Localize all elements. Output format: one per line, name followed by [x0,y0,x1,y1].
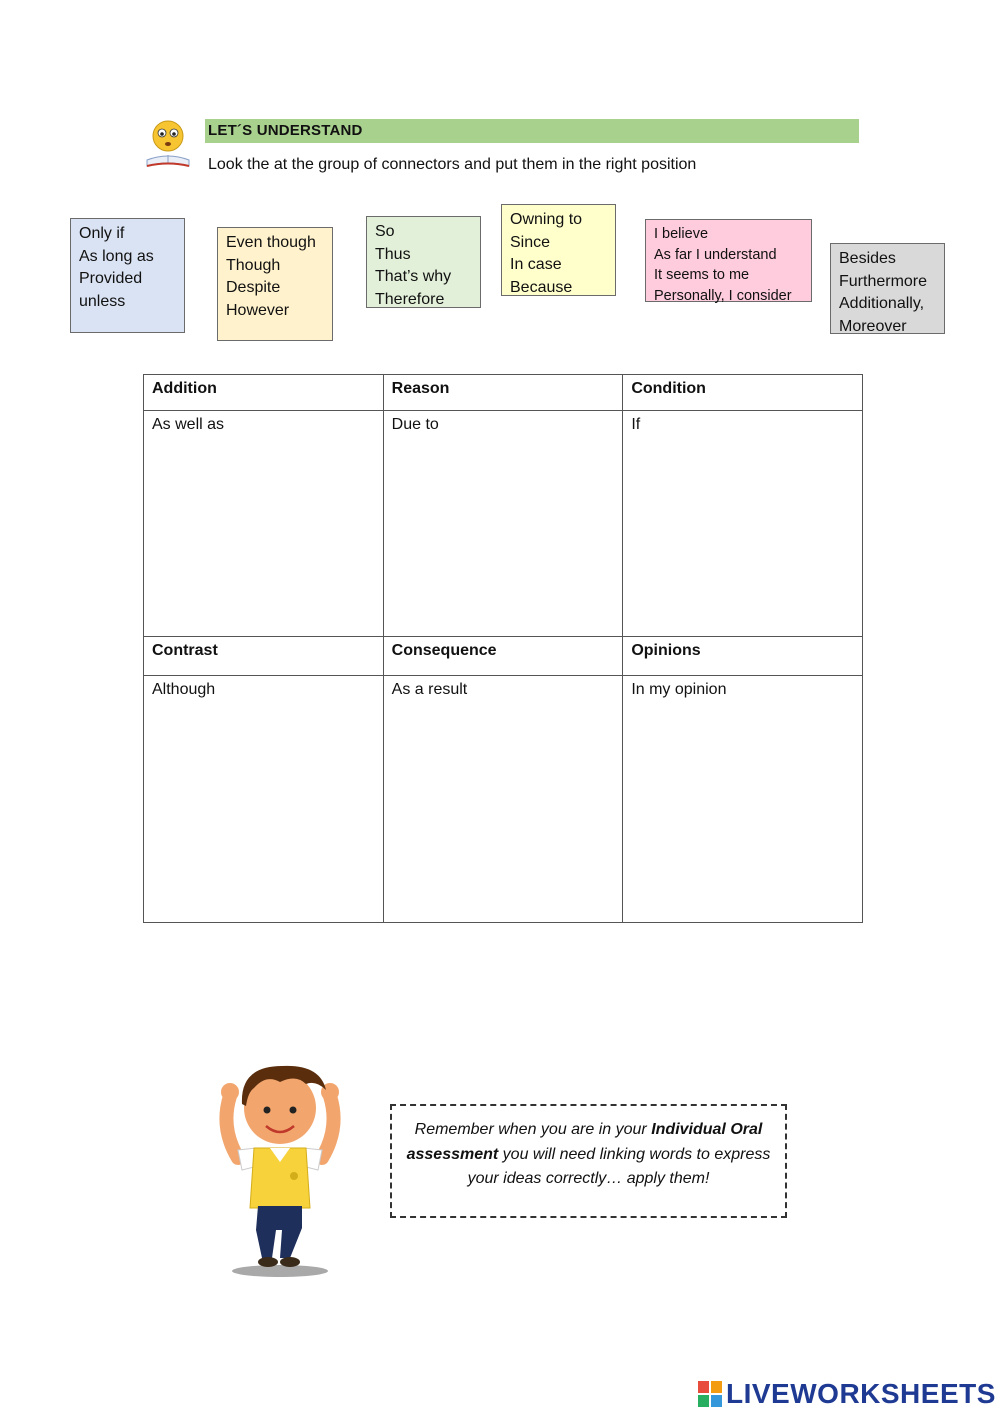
connector-item: Moreover [839,317,907,335]
example-condition: If [631,416,641,433]
header-opinions: Opinions [623,637,863,676]
connector-item: Despite [226,279,281,296]
connector-item: I believe [654,226,709,242]
connector-item: Though [226,256,281,274]
example-reason: Due to [391,416,439,433]
instruction-text: Look the at the group of connectors and put them in the right position [208,156,697,173]
connector-box-contrast[interactable] [217,227,333,341]
drop-zone-addition[interactable] [144,411,384,637]
connector-item: In case [510,256,562,273]
connector-item: Owning to [510,211,583,228]
drop-zone-reason[interactable] [383,411,623,637]
reminder-text-2: you will need linking words to express your ideas correctly… apply them! [467,1145,771,1187]
connector-item: Because [510,278,573,296]
reminder-text-1: Remember when you are in your [414,1121,652,1138]
example-consequence: As a result [391,681,468,698]
logo-blocks-icon [698,1381,722,1407]
header-addition: Addition [144,375,384,411]
connector-item: Besides [839,250,896,267]
reminder-note [390,1104,787,1218]
logo-text: LIVEWORKSHEETS [726,1378,996,1409]
connector-item: As long as [79,247,154,265]
connector-item: However [226,301,290,319]
connector-category-table [143,374,863,923]
header-condition: Condition [623,375,863,411]
header-contrast: Contrast [144,637,384,676]
connector-item: Only if [79,225,125,242]
reminder-bold: Individual Oral assessment [406,1121,763,1163]
connector-item: So [375,223,395,240]
connector-item: Even though [226,234,316,251]
connector-box-opinion[interactable] [645,219,812,302]
drop-zone-consequence[interactable] [383,676,623,923]
example-contrast: Although [152,681,216,698]
connector-item: Thus [375,245,411,263]
connector-item: Additionally, [839,295,925,312]
reading-emoji-icon [143,118,193,173]
drop-zone-condition[interactable] [623,411,863,637]
header-reason: Reason [383,375,623,411]
drop-zone-opinions[interactable] [623,676,863,923]
connector-item: Provided [79,270,143,287]
connector-item: Since [510,233,551,251]
connector-item: Furthermore [839,272,928,290]
section-title: LET´S UNDERSTAND [205,119,859,143]
connector-item: As far I understand [654,246,777,263]
connector-item: That’s why [375,268,452,285]
example-opinions: In my opinion [631,681,727,698]
connector-item: Therefore [375,290,445,308]
connector-box-reason[interactable] [501,204,616,296]
connector-item: unless [79,292,126,310]
connector-box-consequence[interactable] [366,216,481,308]
connector-box-condition[interactable] [70,218,185,333]
connector-box-addition[interactable] [830,243,945,334]
connector-item: It seems to me [654,267,750,283]
connector-item: Personally, I consider [654,287,792,304]
liveworksheets-logo [698,1378,996,1410]
header-consequence: Consequence [383,637,623,676]
example-addition: As well as [152,416,225,433]
boy-illustration [210,1058,350,1280]
drop-zone-contrast[interactable] [144,676,384,923]
